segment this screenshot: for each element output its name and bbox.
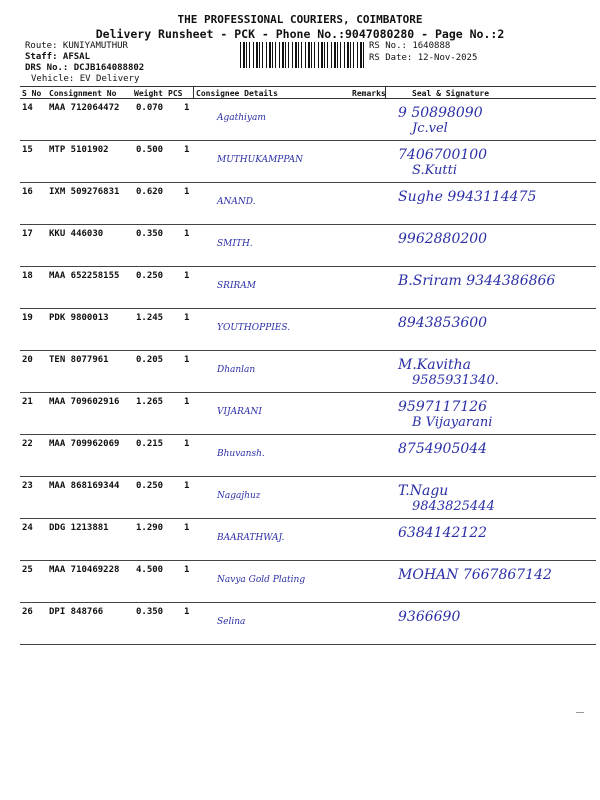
weight-value: 4.500 [136,565,164,575]
rs-number: RS No.: 1640888 [369,41,451,51]
signature: 7406700100 [398,147,488,163]
drs-number: DRS No.: DCJB164088802 [25,63,145,73]
consignee-name: Dhanlan [217,365,256,375]
pcs-value: 1 [184,397,190,407]
signature-note: B Vijayarani [412,415,493,430]
table-row [20,393,596,435]
col-weight: Weight [134,89,163,98]
weight-value: 0.350 [136,607,164,617]
table-row [20,225,596,267]
table-row [20,267,596,309]
col-divider [193,86,194,98]
pcs-value: 1 [184,523,190,533]
table-row [20,309,596,351]
row-sno: 17 [22,229,33,239]
signature: T.Nagu [398,483,449,499]
row-sno: 21 [22,397,33,407]
weight-value: 1.290 [136,523,164,533]
weight-value: 0.500 [136,145,164,155]
consignment-number: KKU 446030 [49,229,104,239]
consignment-number: MAA 652258155 [49,271,120,281]
row-sno: 15 [22,145,33,155]
consignee-name: Selina [217,617,246,627]
signature: 6384142122 [398,525,488,541]
pcs-value: 1 [184,187,190,197]
consignment-number: MAA 710469228 [49,565,120,575]
weight-value: 1.265 [136,397,164,407]
table-row [20,561,596,603]
signature: M.Kavitha [398,357,471,373]
consignee-name: VIJARANI [217,407,262,417]
col-pcs: PCS [168,89,183,98]
weight-value: 0.215 [136,439,164,449]
weight-value: 0.250 [136,481,164,491]
barcode [240,42,365,68]
weight-value: 0.250 [136,271,164,281]
row-sno: 14 [22,103,33,113]
row-sno: 19 [22,313,33,323]
consignee-name: Bhuvansh. [217,449,265,459]
weight-value: 0.620 [136,187,164,197]
row-sno: 24 [22,523,33,533]
consignee-name: Agathiyam [217,113,266,123]
col-divider [385,86,386,98]
consignment-number: PDK 9800013 [49,313,109,323]
signature: 9962880200 [398,231,488,247]
signature-note: 9585931340. [412,373,499,388]
table-row [20,477,596,519]
consignment-number: TEN 8077961 [49,355,109,365]
rs-date: RS Date: 12-Nov-2025 [369,53,478,63]
signature-note: S.Kutti [412,163,457,178]
weight-value: 0.205 [136,355,164,365]
table-row [20,435,596,477]
table-row [20,519,596,561]
col-consignment: Consignment No [49,89,117,98]
route-label: Route: KUNIYAMUTHUR [25,41,128,51]
row-sno: 26 [22,607,33,617]
runsheet-subtitle: Delivery Runsheet - PCK - Phone No.:9047080280 - Page No.:2 [95,27,505,41]
header-top-rule [20,86,596,87]
col-consignee: Consignee Details [196,89,278,98]
pcs-value: 1 [184,481,190,491]
pcs-value: 1 [184,229,190,239]
signature: 9366690 [398,609,461,625]
table-row [20,603,596,645]
pcs-value: 1 [184,271,190,281]
table-row [20,351,596,393]
consignment-number: MTP 5101902 [49,145,109,155]
consignment-number: DPI 848766 [49,607,104,617]
consignee-name: Navya Gold Plating [217,575,306,585]
col-seal: Seal & Signature [412,89,490,98]
table-row [20,183,596,225]
row-sno: 23 [22,481,33,491]
consignee-name: YOUTHOPPIES. [217,323,291,333]
consignee-name: Nagajhuz [217,491,261,501]
row-sno: 18 [22,271,33,281]
weight-value: 0.070 [136,103,164,113]
signature-note: Jc.vel [412,121,448,136]
row-sno: 20 [22,355,33,365]
signature: MOHAN 7667867142 [398,567,552,583]
pcs-value: 1 [184,145,190,155]
consignment-number: DDG 1213881 [49,523,109,533]
row-sno: 16 [22,187,33,197]
consignment-number: MAA 709602916 [49,397,120,407]
col-remarks: Remarks [352,89,386,98]
col-sno: S No [22,89,42,98]
consignment-number: IXM 509276831 [49,187,120,197]
signature: 8754905044 [398,441,488,457]
pcs-value: 1 [184,439,190,449]
row-sno: 22 [22,439,33,449]
signature: Sughe 9943114475 [398,189,537,205]
consignment-number: MAA 868169344 [49,481,120,491]
pcs-value: 1 [184,607,190,617]
signature: 8943853600 [398,315,488,331]
signature: 9 50898090 [398,105,483,121]
signature: B.Sriram 9344386866 [398,273,556,289]
company-title: THE PROFESSIONAL COURIERS, COIMBATORE [177,13,423,26]
pcs-value: 1 [184,313,190,323]
consignee-name: SRIRAM [217,281,256,291]
pcs-value: 1 [184,565,190,575]
weight-value: 1.245 [136,313,164,323]
consignee-name: BAARATHWAJ. [217,533,285,543]
margin-mark [576,712,584,713]
consignment-number: MAA 712064472 [49,103,120,113]
weight-value: 0.350 [136,229,164,239]
pcs-value: 1 [184,103,190,113]
signature: 9597117126 [398,399,488,415]
consignee-name: SMITH. [217,239,253,249]
table-row [20,99,596,141]
pcs-value: 1 [184,355,190,365]
table-row [20,141,596,183]
consignee-name: ANAND. [217,197,256,207]
row-sno: 25 [22,565,33,575]
consignment-number: MAA 709962069 [49,439,120,449]
vehicle-label: Vehicle: EV Delivery [31,74,140,84]
staff-label: Staff: AFSAL [25,52,91,62]
consignee-name: MUTHUKAMPPAN [217,155,303,165]
signature-note: 9843825444 [412,499,495,514]
